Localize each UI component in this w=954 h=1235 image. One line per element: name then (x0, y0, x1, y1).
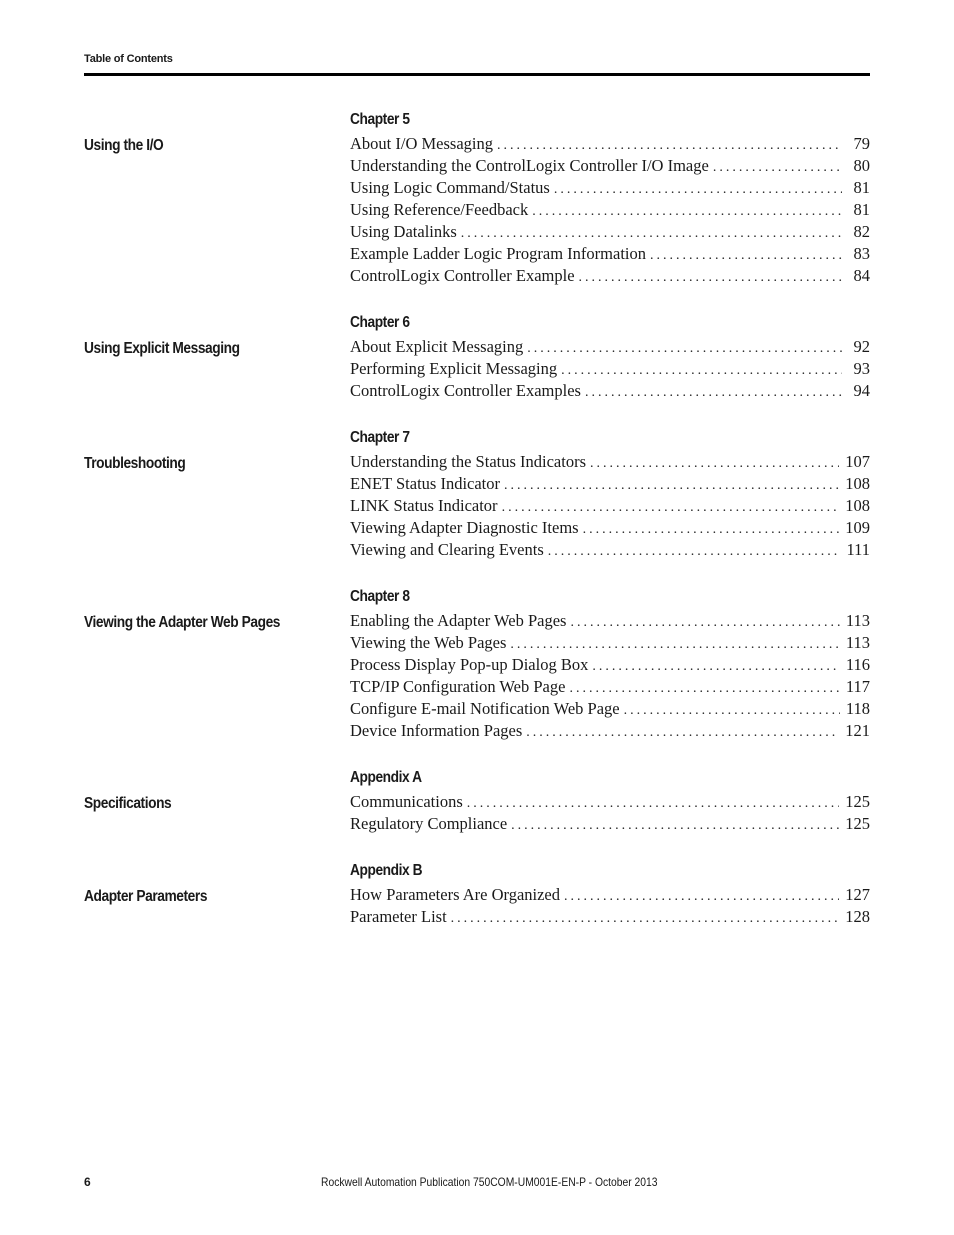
toc-entry-page: 81 (853, 178, 870, 197)
toc-entry[interactable] (350, 517, 870, 539)
dot-leader (583, 519, 840, 539)
dot-leader (650, 245, 842, 265)
toc-entry-page: 125 (845, 792, 870, 811)
dot-leader (624, 700, 840, 720)
chapter-section (84, 107, 870, 287)
toc-entry[interactable] (350, 720, 870, 742)
toc-entry-page: 80 (853, 156, 870, 175)
toc-entry-list (350, 451, 870, 561)
dot-leader (497, 135, 842, 155)
chapter-title[interactable]: Troubleshooting (84, 455, 186, 472)
chapter-section (84, 584, 870, 742)
toc-entry-page: 128 (845, 907, 870, 926)
dot-leader (467, 793, 840, 813)
dot-leader (590, 453, 839, 473)
dot-leader (554, 179, 842, 199)
toc-entry-title: Viewing the Web Pages (350, 633, 507, 652)
toc-entry-page: 127 (845, 885, 870, 904)
dot-leader (532, 201, 842, 221)
toc-entry[interactable] (350, 380, 870, 402)
toc-entry-title: Regulatory Compliance (350, 814, 508, 833)
toc-entry-page: 117 (845, 677, 870, 696)
toc-entry[interactable] (350, 473, 870, 495)
toc-entry-title: Understanding the Status Indicators (350, 452, 586, 471)
toc-entry-list (350, 336, 870, 402)
toc-entry-title: Viewing Adapter Diagnostic Items (350, 518, 579, 537)
toc-entry[interactable] (350, 813, 870, 835)
toc-entry-title: Understanding the ControlLogix Controller I/O Image (350, 156, 709, 175)
toc-entry-list (350, 884, 870, 928)
toc-entry-title: About Explicit Messaging (350, 337, 524, 356)
chapter-section (84, 765, 870, 835)
chapter-section (84, 425, 870, 561)
toc-entry-page: 84 (853, 266, 870, 285)
toc-entry-page: 108 (845, 474, 870, 493)
toc-entry-title: About I/O Messaging (350, 134, 493, 153)
dot-leader (504, 475, 839, 495)
toc-entry[interactable] (350, 358, 870, 380)
chapter-title[interactable]: Specifications (84, 795, 172, 812)
chapter-title[interactable]: Using Explicit Messaging (84, 340, 240, 357)
toc-entry-page: 94 (853, 381, 870, 400)
toc-entry-page: 121 (845, 721, 870, 740)
dot-leader (585, 382, 842, 402)
toc-entry-list (350, 133, 870, 287)
toc-entry[interactable] (350, 451, 870, 473)
toc-entry-title: Using Datalinks (350, 222, 457, 241)
dot-leader (451, 908, 840, 928)
dot-leader (570, 612, 839, 632)
toc-entry-list (350, 791, 870, 835)
toc-entry-title: How Parameters Are Organized (350, 885, 560, 904)
dot-leader (579, 267, 842, 287)
page-number: 6 (84, 1175, 91, 1189)
toc-entry-title: Using Reference/Feedback (350, 200, 529, 219)
toc-entry[interactable] (350, 884, 870, 906)
toc-entry-page: 113 (845, 633, 870, 652)
chapter-label: Appendix B (350, 862, 423, 879)
dot-leader (548, 541, 841, 561)
toc-entry-page: 125 (845, 814, 870, 833)
toc-entry[interactable] (350, 336, 870, 358)
chapter-title[interactable]: Adapter Parameters (84, 888, 208, 905)
toc-entry[interactable] (350, 133, 870, 155)
toc-entry-page: 92 (853, 337, 870, 356)
toc-entry-page: 108 (845, 496, 870, 515)
toc-entry-title: Example Ladder Logic Program Information (350, 244, 646, 263)
toc-entry-title: Communications (350, 792, 463, 811)
toc-entry[interactable] (350, 265, 870, 287)
chapter-section (84, 858, 870, 928)
toc-entry[interactable] (350, 906, 870, 928)
publication-footer: Rockwell Automation Publication 750COM-UM001E-EN-P - October 2013 (321, 1175, 658, 1189)
toc-entry-title: ControlLogix Controller Examples (350, 381, 581, 400)
toc-entry[interactable] (350, 177, 870, 199)
toc-entry-title: LINK Status Indicator (350, 496, 498, 515)
toc-entry-title: ENET Status Indicator (350, 474, 500, 493)
toc-entry-title: Process Display Pop-up Dialog Box (350, 655, 589, 674)
chapter-title[interactable]: Using the I/O (84, 137, 164, 154)
toc-entry[interactable] (350, 698, 870, 720)
toc-entry-page: 93 (853, 359, 870, 378)
toc-entry-title: Performing Explicit Messaging (350, 359, 558, 378)
toc-entry-page: 116 (845, 655, 870, 674)
toc-entry[interactable] (350, 654, 870, 676)
chapter-label: Appendix A (350, 769, 422, 786)
dot-leader (526, 722, 839, 742)
toc-entry[interactable] (350, 243, 870, 265)
toc-entry[interactable] (350, 199, 870, 221)
chapter-label: Chapter 8 (350, 588, 410, 605)
dot-leader (527, 338, 842, 358)
toc-entry-list (350, 610, 870, 742)
toc-entry-page: 81 (853, 200, 870, 219)
toc-entry-page: 79 (853, 134, 870, 153)
toc-entry-title: Parameter List (350, 907, 447, 926)
toc-entry-title: Enabling the Adapter Web Pages (350, 611, 567, 630)
dot-leader (564, 886, 839, 906)
chapter-label: Chapter 7 (350, 429, 410, 446)
toc-entry[interactable] (350, 632, 870, 654)
dot-leader (713, 157, 842, 177)
toc-entry-title: Viewing and Clearing Events (350, 540, 544, 559)
dot-leader (510, 634, 839, 654)
toc-entry-page: 107 (845, 452, 870, 471)
toc-entry[interactable] (350, 610, 870, 632)
chapter-label: Chapter 6 (350, 314, 410, 331)
toc-entry-page: 83 (853, 244, 870, 263)
header-rule (84, 73, 870, 76)
toc-entry-page: 111 (846, 540, 870, 559)
toc-entry-title: Configure E-mail Notification Web Page (350, 699, 620, 718)
toc-entry-page: 82 (853, 222, 870, 241)
toc-entry-page: 113 (845, 611, 870, 630)
chapter-title[interactable]: Viewing the Adapter Web Pages (84, 614, 281, 631)
toc-entry[interactable] (350, 676, 870, 698)
toc-entry[interactable] (350, 539, 870, 561)
dot-leader (569, 678, 839, 698)
dot-leader (511, 815, 839, 835)
toc-entry-page: 109 (845, 518, 870, 537)
dot-leader (561, 360, 842, 380)
toc-entry-title: ControlLogix Controller Example (350, 266, 575, 285)
dot-leader (592, 656, 840, 676)
running-header: Table of Contents (84, 53, 173, 65)
toc-entry[interactable] (350, 495, 870, 517)
table-of-contents (84, 107, 870, 951)
chapter-section (84, 310, 870, 402)
chapter-label: Chapter 5 (350, 111, 410, 128)
toc-entry-page: 118 (845, 699, 870, 718)
dot-leader (461, 223, 842, 243)
dot-leader (502, 497, 840, 517)
toc-entry-title: TCP/IP Configuration Web Page (350, 677, 566, 696)
toc-entry[interactable] (350, 791, 870, 813)
toc-entry[interactable] (350, 155, 870, 177)
toc-entry[interactable] (350, 221, 870, 243)
toc-entry-title: Device Information Pages (350, 721, 523, 740)
toc-entry-title: Using Logic Command/Status (350, 178, 550, 197)
